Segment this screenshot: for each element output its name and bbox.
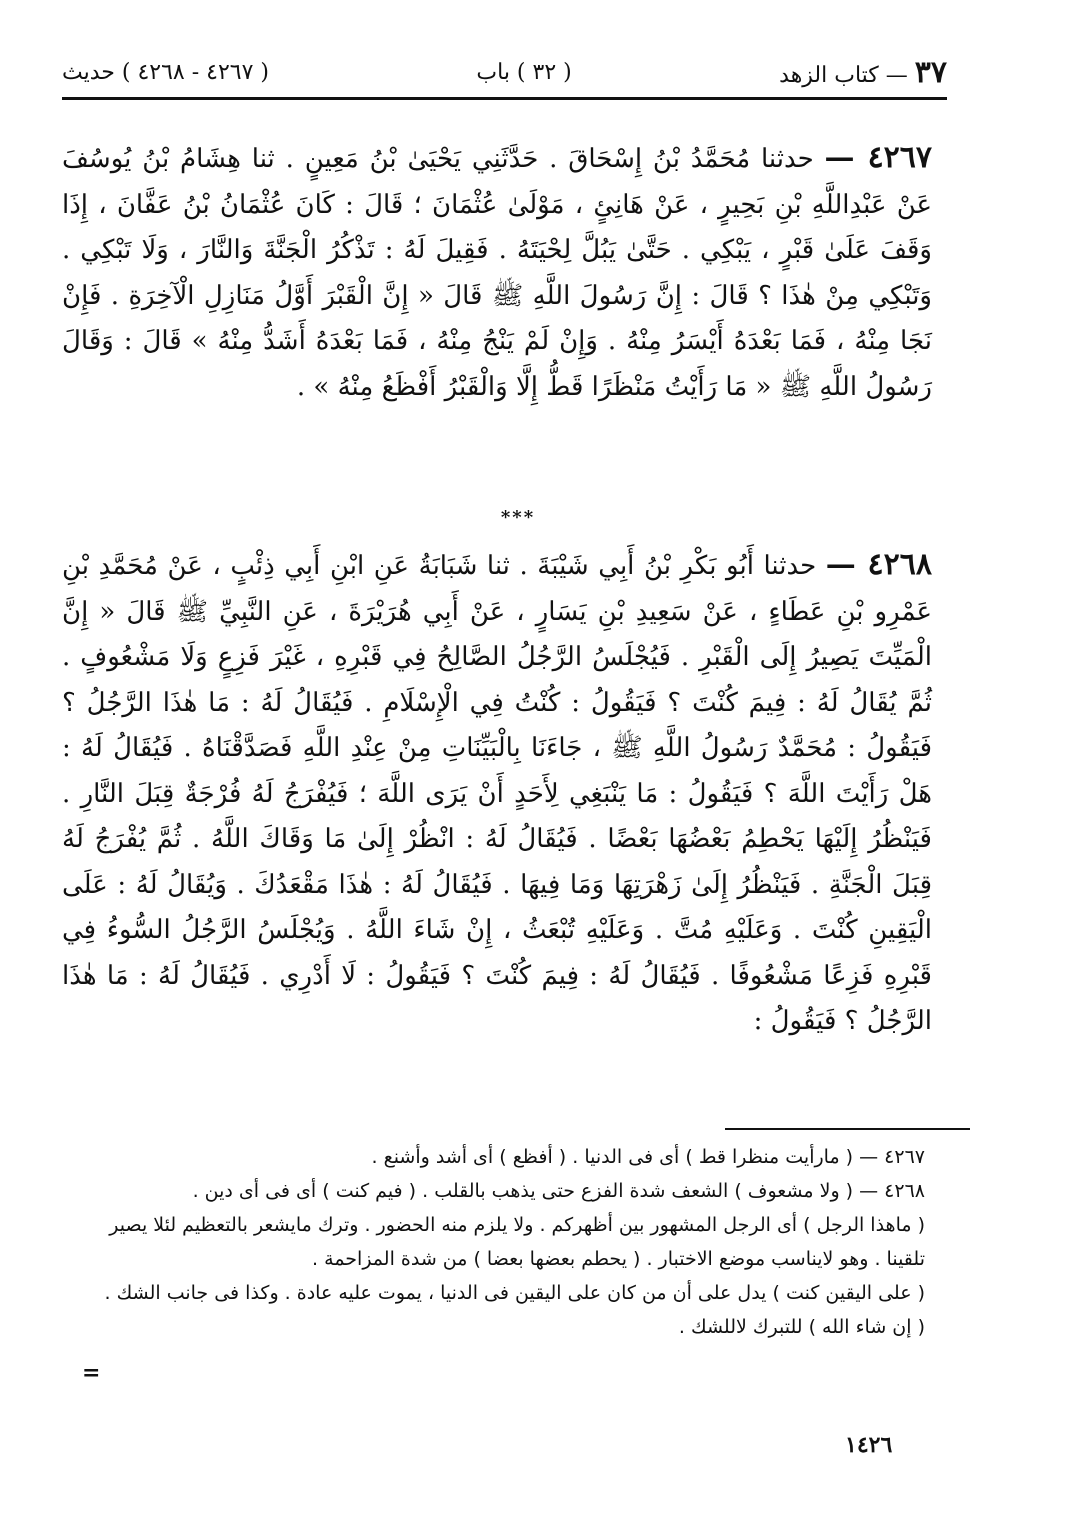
hadith-block bbox=[62, 135, 932, 410]
footnote: ( على اليقين كنت ) يدل على أن من كان على اليقين فى الدنيا ، يموت عليه عادة . وكذا فى جانب الشك . bbox=[104, 1282, 925, 1304]
section-separator: *** bbox=[500, 507, 536, 528]
header-hadith-range: ( ٤٢٦٧ - ٤٢٦٨ ) حديث bbox=[62, 59, 269, 85]
hadith-block bbox=[62, 542, 932, 1045]
footnotes bbox=[75, 1140, 925, 1344]
hadith-number: ٤٢٦٨ — bbox=[825, 547, 932, 582]
footnote: ٤٢٦٨ — ( ولا مشعوف ) الشعف شدة الفزع حتى يذهب بالقلب . ( فيم كنت ) أى فى أى دين . bbox=[192, 1180, 925, 1202]
hadith-number: ٤٢٦٧ — bbox=[824, 140, 933, 175]
header-book bbox=[779, 55, 947, 90]
running-header bbox=[62, 50, 947, 94]
footnote-divider bbox=[725, 1128, 970, 1130]
footnote: ( ماهذا الرجل ) أى الرجل المشهور بين أظهركم . ولا يلزم منه الحضور . وترك مايشعر بالتعظيم لئلا يصير تلقينا . وهو لايناسب موضع الاختبار . ( يحطم بعضها بعضا ) من شدة المزاحمة . bbox=[109, 1214, 925, 1270]
header-chapter: ( ٣٢ ) باب bbox=[476, 59, 572, 85]
hadith-text: حدثنا مُحَمَّدُ بْنُ إِسْحَاقَ . حَدَّثَنِي يَحْيَىٰ بْنُ مَعِينٍ . ثنا هِشَامُ بْنُ يُوسُفَ عَنْ عَبْدِاللَّهِ بْنِ بَحِيرٍ ، عَنْ هَانِئٍ ، مَوْلَىٰ عُثْمَانَ ؛ قَالَ : كَانَ عُثْمَانُ بْنُ عَفَّانَ ، إِذَا وَقَفَ عَلَىٰ قَبْرٍ ، يَبْكِي . حَتَّىٰ يَبُلَّ لِحْيَتَهُ . فَقِيلَ لَهُ : تَذْكُرُ الْجَنَّةَ وَالنَّارَ ، وَلَا تَبْكِي . وَتَبْكِي مِنْ هٰذَا ؟ قَالَ : إِنَّ رَسُولَ اللَّهِ ﷺ قَالَ « إِنَّ الْقَبْرَ أَوَّلُ مَنَازِلِ الْآخِرَةِ . فَإِنْ نَجَا مِنْهُ ، فَمَا بَعْدَهُ أَيْسَرُ مِنْهُ . وَإِنْ لَمْ يَنْجُ مِنْهُ ، فَمَا بَعْدَهُ أَشَدُّ مِنْهُ » قَالَ : وَقَالَ رَسُولُ اللَّهِ ﷺ « مَا رَأَيْتُ مَنْظَرًا قَطُّ إِلَّا وَالْقَبْرُ أَفْظَعُ مِنْهُ » . bbox=[62, 144, 932, 402]
page-number: ١٤٢٦ bbox=[845, 1432, 893, 1458]
hadith-text: حدثنا أَبُو بَكْرِ بْنُ أَبِي شَيْبَةَ . ثنا شَبَابَةُ عَنِ ابْنِ أَبِي ذِئْبٍ ، عَنْ مُحَمَّدِ بْنِ عَمْرِو بْنِ عَطَاءٍ ، عَنْ سَعِيدِ بْنِ يَسَارٍ ، عَنْ أَبِي هُرَيْرَةَ ، عَنِ النَّبِيِّ ﷺ قَالَ « إِنَّ الْمَيِّتَ يَصِيرُ إِلَى الْقَبْرِ . فَيُجْلَسُ الرَّجُلُ الصَّالِحُ فِي قَبْرِهِ ، غَيْرَ فَزِعٍ وَلَا مَشْعُوفٍ . ثُمَّ يُقَالُ لَهُ : فِيمَ كُنْتَ ؟ فَيَقُولُ : كُنْتُ فِي الْإِسْلَامِ . فَيُقَالُ لَهُ : مَا هٰذَا الرَّجُلُ ؟ فَيَقُولُ : مُحَمَّدٌ رَسُولُ اللَّهِ ﷺ ، جَاءَنَا بِالْبَيِّنَاتِ مِنْ عِنْدِ اللَّهِ فَصَدَّقْنَاهُ . فَيُقَالُ لَهُ : هَلْ رَأَيْتَ اللَّهَ ؟ فَيَقُولُ : مَا يَنْبَغِي لِأَحَدٍ أَنْ يَرَى اللَّهَ ؛ فَيُفْرَجُ لَهُ فُرْجَةٌ قِبَلَ النَّارِ . فَيَنْظُرُ إِلَيْهَا يَحْطِمُ بَعْضُهَا بَعْضًا . فَيُقَالُ لَهُ : انْظُرْ إِلَىٰ مَا وَقَاكَ اللَّهُ . ثُمَّ يُفْرَجُ لَهُ قِبَلَ الْجَنَّةِ . فَيَنْظُرُ إِلَىٰ زَهْرَتِهَا وَمَا فِيهَا . فَيُقَالُ لَهُ : هٰذَا مَقْعَدُكَ . وَيُقَالُ لَهُ : عَلَى الْيَقِينِ كُنْتَ . وَعَلَيْهِ مُتَّ . وَعَلَيْهِ تُبْعَثُ ، إِنْ شَاءَ اللَّهُ . وَيُجْلَسُ الرَّجُلُ السُّوءُ فِي قَبْرِهِ فَزِعًا مَشْعُوفًا . فَيُقَالُ لَهُ : فِيمَ كُنْتَ ؟ فَيَقُولُ : لَا أَدْرِي . فَيُقَالُ لَهُ : مَا هٰذَا الرَّجُلُ ؟ فَيَقُولُ : bbox=[62, 551, 932, 1036]
footnote: ( إن شاء الله ) للتبرك لاللشك . bbox=[678, 1316, 925, 1338]
continuation-mark: = bbox=[82, 1360, 101, 1386]
header-divider bbox=[62, 97, 947, 100]
footnote: ٤٢٦٧ — ( مارأيت منظرا قط ) أى فى الدنيا . ( أفظع ) أى أشد وأشنع . bbox=[371, 1146, 925, 1168]
header-page-number: ٣٧ bbox=[914, 54, 947, 90]
header-book-label: — كتاب الزهد bbox=[779, 62, 908, 88]
